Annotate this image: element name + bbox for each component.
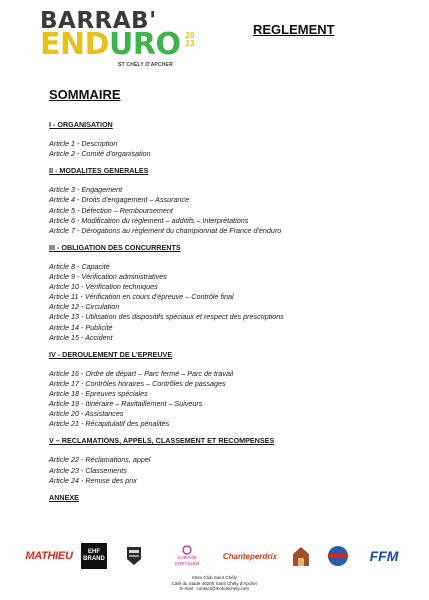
- article-list: [49, 262, 409, 343]
- article-item: Article 22 - Réclamations, appel: [49, 455, 151, 465]
- sponsor-bar: [26, 543, 406, 571]
- article-item: Article 11 - Vérification en cours d'épreuve – Contrôle final: [49, 292, 234, 302]
- article-item: Article 24 - Remise des prix: [49, 475, 137, 485]
- article-item: Article 4 - Droits d'engagement – Assurance: [49, 195, 190, 205]
- article-list: [49, 139, 409, 159]
- sponsor-house-logo: [292, 543, 310, 569]
- article-list: [49, 369, 409, 430]
- barrab-enduro-logo: [40, 8, 195, 72]
- footer: [0, 575, 429, 592]
- article-item: Article 23 - Classements: [49, 465, 127, 475]
- article-item: Article 14 - Publicité: [49, 322, 113, 332]
- toc-section: [49, 166, 409, 236]
- article-item: Article 10 - Vérification techniques: [49, 282, 158, 292]
- article-item: Article 13 - Utilisation des dispositifs spéciaux et respect des prescriptions: [49, 312, 284, 322]
- logo-line2: ENDURO: [40, 27, 181, 62]
- article-item: Article 7 - Dérogations au règlement du championnat de France d'enduro: [49, 225, 282, 235]
- sponsor-badge-logo: [124, 543, 144, 569]
- article-item: Article 18 - Epreuves spéciales: [49, 388, 148, 398]
- toc-heading: SOMMAIRE: [49, 87, 121, 102]
- sponsor-ehf-logo: EHF BRAND: [81, 543, 107, 569]
- section-title: III - OBLIGATION DES CONCURRENTS: [49, 242, 181, 252]
- footer-address: Café du Stade 48200 Saint Chély d'Apcher: [171, 580, 258, 586]
- toc-section: [49, 120, 409, 159]
- article-item: Article 12 - Circulation: [49, 302, 120, 312]
- page-title: REGLEMENT: [253, 22, 335, 37]
- article-item: Article 19 - Itinéraire – Ravitaillement – Suiveurs: [49, 399, 203, 409]
- sponsor-circle-logo: [326, 543, 350, 569]
- article-item: Article 17 - Contrôles horaires – Contrôles de passages: [49, 378, 226, 388]
- section-title: I - ORGANISATION: [49, 120, 113, 129]
- table-of-contents: [49, 120, 409, 503]
- annexe-heading: ANNEXE: [49, 492, 79, 502]
- article-item: Article 1 - Description: [49, 139, 118, 149]
- toc-section: [49, 243, 409, 343]
- logo-subtitle: ST CHÉLY D'APCHER: [118, 62, 173, 68]
- section-title: IV - DEROULEMENT DE L'EPREUVE: [49, 349, 173, 359]
- article-list: [49, 455, 409, 485]
- section-title: II - MODALITES GENERALES: [49, 166, 149, 176]
- article-item: Article 6 - Modification du règlement – additifs – Interprétations: [49, 215, 249, 225]
- toc-section: [49, 350, 409, 430]
- sponsor-chanteperdrix-logo: Chanteperdrix: [222, 551, 278, 561]
- sponsor-ffm-logo: FFM: [369, 548, 399, 564]
- article-item: Article 15 - Accident: [49, 332, 113, 342]
- article-item: Article 2 - Comité d'organisation: [49, 149, 151, 159]
- sponsor-mathieu-logo: MATHIEU: [25, 550, 73, 562]
- logo-line1: BARRAB': [40, 8, 157, 34]
- article-item: Article 5 - Défection – Remboursement: [49, 205, 173, 215]
- article-item: Article 16 - Ordre de départ – Parc fermé – Parc de travail: [49, 368, 234, 378]
- article-list: [49, 185, 409, 235]
- article-item: Article 8 - Capacité: [49, 261, 110, 271]
- article-item: Article 9 - Vérification administratives: [49, 272, 167, 282]
- sponsor-chrysler-logo: GARAGE CHRYSLER: [162, 543, 212, 569]
- footer-club: Moto Club Saint Chély: [192, 575, 237, 580]
- footer-email: E-mail : contact@motostchely.com: [179, 586, 249, 592]
- article-item: Article 20 - Assistances: [49, 409, 124, 419]
- article-item: Article 21 - Récapitulatif des pénalités: [49, 419, 170, 429]
- article-item: Article 3 - Engagement: [49, 185, 123, 195]
- logo-year: 20 23: [185, 31, 195, 48]
- section-title: V – RECLAMATIONS, APPELS, CLASSEMENT ET RECOMPENSES: [49, 436, 275, 446]
- toc-section: [49, 436, 409, 485]
